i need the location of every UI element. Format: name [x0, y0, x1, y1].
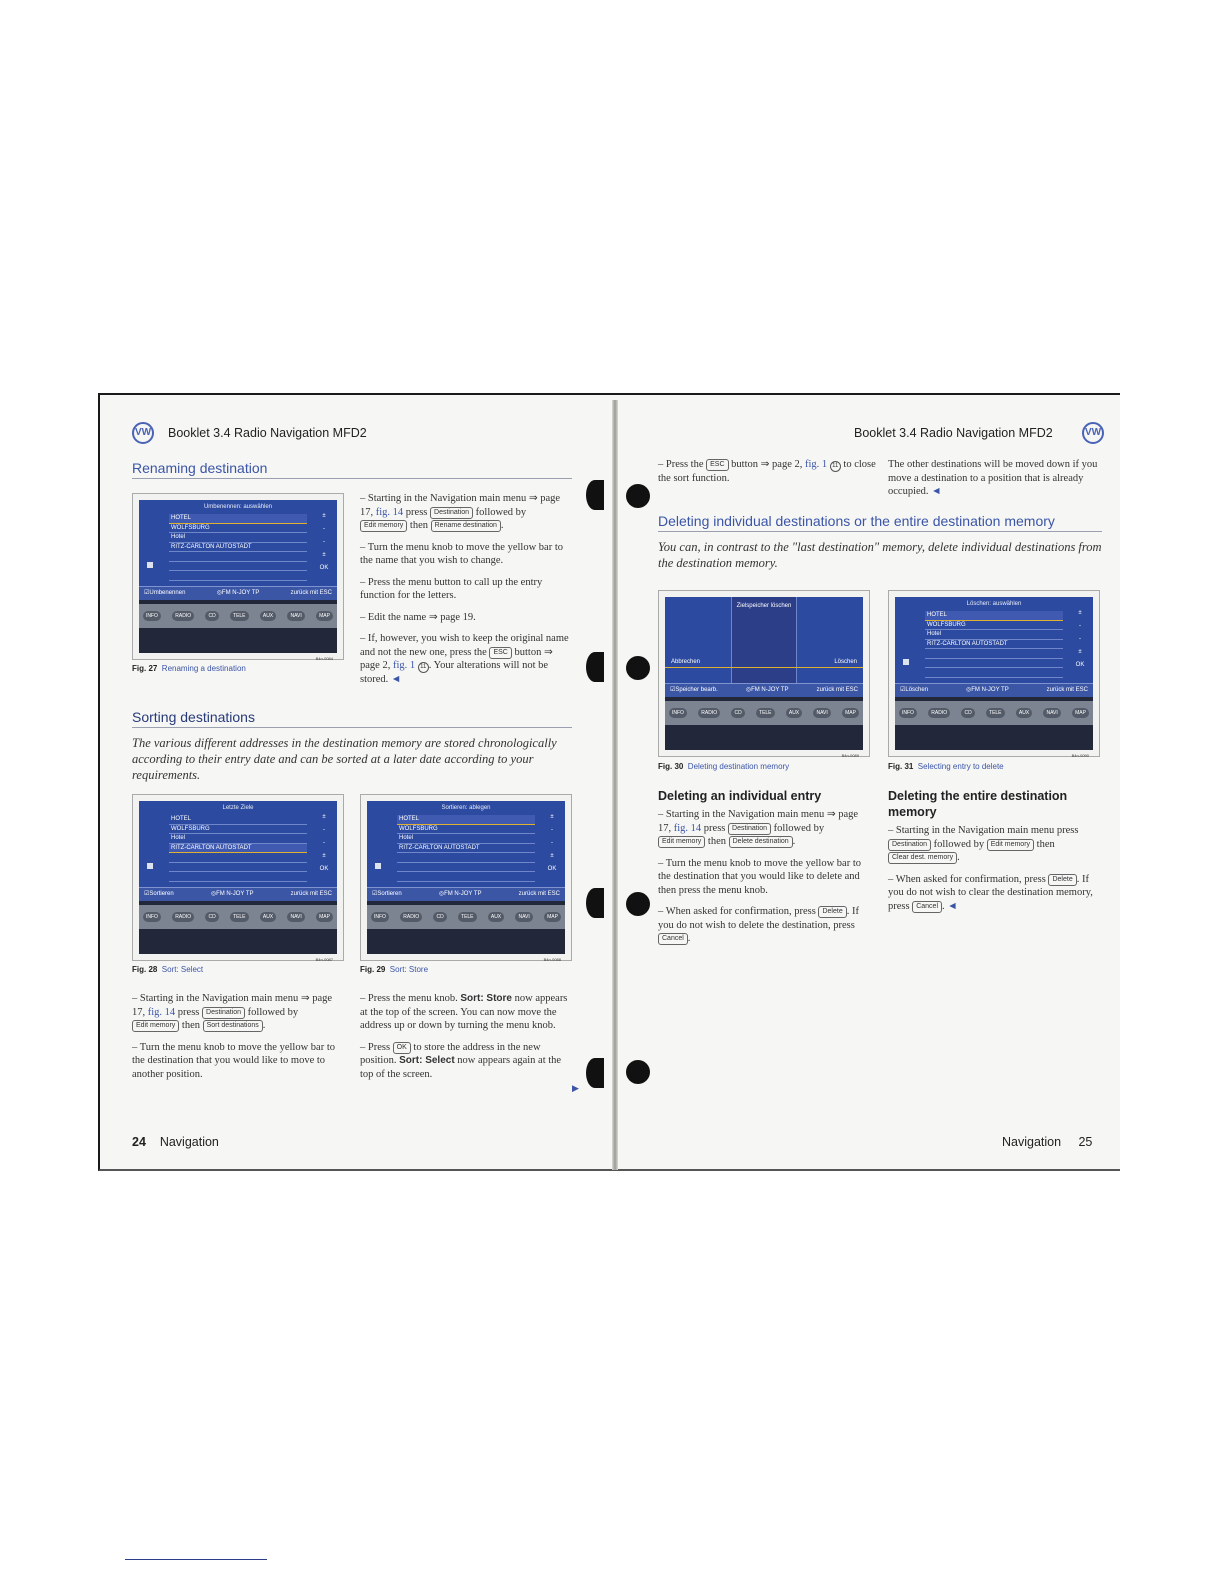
navi-button[interactable]: NAVI [1043, 708, 1060, 718]
side-buttons [545, 811, 559, 876]
info-button[interactable]: INFO [899, 708, 917, 718]
page-footer [1002, 1135, 1092, 1149]
navi-button[interactable]: NAVI [287, 912, 304, 922]
info-button[interactable]: INFO [143, 611, 161, 621]
individual-steps [658, 808, 872, 954]
screen-display [895, 597, 1093, 683]
tele-button[interactable]: TELE [756, 708, 775, 718]
sorting-intro: The various different addresses in the destination memory are stored chronologically according to their entry date and can be sorted at a later date according to your requirements. [132, 736, 557, 782]
map-button[interactable]: MAP [842, 708, 859, 718]
figure-id: B4n-0087 [315, 957, 333, 962]
status-bar [665, 683, 863, 697]
callout-icon: 11 [418, 662, 429, 673]
map-button[interactable]: MAP [316, 611, 333, 621]
hardware-button-bar [367, 905, 565, 929]
scroll-down-button[interactable]: - [551, 840, 553, 846]
key-destination: Destination [728, 823, 771, 835]
list-item[interactable] [169, 562, 307, 572]
key-clear-dest-memory: Clear dest. memory [888, 852, 957, 864]
status-bar [139, 887, 337, 901]
subtitle-entire: Deleting the entire destination memory [888, 789, 1068, 819]
screen-state-label: Sort: Select [399, 1055, 455, 1066]
radio-button[interactable]: RADIO [172, 912, 194, 922]
key-delete: Delete [1048, 874, 1076, 886]
scroll-down-button[interactable]: - [323, 539, 325, 545]
list-item[interactable]: RITZ-CARLTON AUTOSTADT [169, 844, 307, 854]
key-edit-memory: Edit memory [987, 839, 1034, 851]
destination-list [397, 815, 535, 882]
end-marker-icon: ◄ [931, 486, 942, 497]
sort-close-step [658, 458, 876, 494]
screen-display [139, 801, 337, 887]
status-bar [139, 586, 337, 600]
key-edit-memory: Edit memory [132, 1020, 179, 1032]
confirm-dialog [731, 597, 797, 683]
scroll-down-button[interactable]: - [323, 840, 325, 846]
step: – When asked for confirmation, press Delete . If you do not wish to clear the destination memory, press Cancel . ◄ [888, 873, 1093, 912]
figure-caption: Fig. 31 Selecting entry to delete [888, 762, 1004, 771]
list-item[interactable]: Hotel [925, 630, 1063, 640]
dialog-title: Zielspeicher löschen [736, 603, 792, 609]
section-title-deleting: Deleting individual destinations or the entire destination memory [658, 513, 1102, 532]
cd-button[interactable]: CD [205, 912, 218, 922]
ok-button[interactable]: OK [319, 866, 329, 872]
list-item[interactable]: Hotel [397, 834, 535, 844]
list-item[interactable]: HOTEL [397, 815, 535, 825]
list-item[interactable]: Hotel [169, 533, 307, 543]
scroll-up-button[interactable]: - [323, 827, 325, 833]
key-destination: Destination [888, 839, 931, 851]
page-number: 24 [132, 1135, 146, 1149]
vw-logo-icon: VW [1082, 422, 1104, 444]
scan-artifact-line [125, 1559, 267, 1560]
scroll-top-button[interactable]: ± [322, 814, 326, 820]
list-item[interactable] [397, 863, 535, 873]
list-item[interactable] [397, 853, 535, 863]
left-softkey-icon[interactable] [147, 562, 153, 568]
step: – Press OK to store the address in the new position. Sort: Select now appears again at the top of the screen. [360, 1041, 562, 1080]
list-item[interactable] [169, 571, 307, 581]
step: – If, however, you wish to keep the original name and not the new one, press the ESC button ⇒ page 2, fig. 1 11 . Your alterations will not be stored. ◄ [360, 633, 569, 685]
left-softkey-icon[interactable] [903, 659, 909, 665]
figure-31 [888, 590, 1100, 757]
mfd2-screen [139, 500, 337, 661]
scroll-up-button[interactable]: - [551, 827, 553, 833]
list-item[interactable]: RITZ-CARLTON AUTOSTADT [397, 844, 535, 854]
screen-title: Sortieren: ablegen [441, 805, 491, 811]
figure-27 [132, 493, 344, 660]
status-radio: ◎FM N-JOY TP [438, 891, 482, 897]
status-bar [367, 887, 565, 901]
mfd2-screen [367, 801, 565, 962]
sort-note [888, 458, 1102, 507]
left-page [100, 400, 612, 1170]
info-button[interactable]: INFO [371, 912, 389, 922]
list-item[interactable]: WOLFSBURG [169, 524, 307, 534]
step: – When asked for confirmation, press Delete . If you do not wish to delete the destination, press Cancel . [658, 906, 859, 944]
cd-button[interactable]: CD [961, 708, 974, 718]
status-mode: ☑Sortieren [144, 891, 174, 897]
status-mode: ☑Umbenennen [144, 590, 186, 596]
navi-button[interactable]: NAVI [515, 912, 532, 922]
figure-caption: Fig. 27 Renaming a destination [132, 664, 246, 673]
figure-caption: Fig. 28 Sort: Select [132, 965, 204, 974]
list-item[interactable]: WOLFSBURG [925, 621, 1063, 631]
key-esc: ESC [489, 647, 511, 659]
side-buttons [1073, 607, 1087, 672]
list-item[interactable]: RITZ-CARLTON AUTOSTADT [169, 543, 307, 553]
step: – Starting in the Navigation main menu ⇒ page 17, fig. 14 press Destination followed by Edit memory then Sort destinations . [132, 993, 333, 1031]
scroll-bottom-button[interactable]: ± [322, 853, 326, 859]
renaming-steps [360, 492, 574, 695]
footer-label: Navigation [159, 1135, 219, 1149]
hardware-button-bar [895, 701, 1093, 725]
key-ok: OK [393, 1042, 411, 1054]
step: – Starting in the Navigation main menu ⇒ page 17, fig. 14 press Destination followed by Edit memory then Delete destination . [658, 809, 859, 847]
cd-button[interactable]: CD [205, 611, 218, 621]
screen-display [139, 500, 337, 586]
aux-button[interactable]: AUX [260, 912, 276, 922]
map-button[interactable]: MAP [316, 912, 333, 922]
aux-button[interactable]: AUX [1016, 708, 1032, 718]
scroll-top-button[interactable]: ± [1078, 610, 1082, 616]
status-hint: zurück mit ESC [518, 891, 560, 897]
step: – Edit the name ⇒ page 19. [360, 611, 476, 623]
sorting-steps-col1 [132, 992, 344, 1089]
list-item[interactable] [169, 552, 307, 562]
key-delete: Delete [818, 906, 846, 918]
figure-id: B4n-0084 [315, 656, 333, 661]
section-title-renaming: Renaming destination [132, 460, 572, 479]
screen-title: Löschen: auswählen [966, 601, 1022, 607]
list-item[interactable]: HOTEL [169, 815, 307, 825]
status-mode: ☑Löschen [900, 687, 929, 693]
left-softkey-icon[interactable] [375, 863, 381, 869]
footer-label: Navigation [1002, 1135, 1062, 1149]
hardware-button-bar [139, 604, 337, 628]
key-cancel: Cancel [658, 933, 688, 945]
key-esc: ESC [706, 459, 728, 471]
aux-button[interactable]: AUX [260, 611, 276, 621]
fig-link[interactable]: fig. 14 [147, 1006, 176, 1018]
dialog-divider [665, 667, 863, 668]
mfd2-screen [139, 801, 337, 962]
tele-button[interactable]: TELE [230, 912, 249, 922]
page-header: Booklet 3.4 Radio Navigation MFD2 [168, 426, 367, 440]
fig-link[interactable]: fig. 14 [375, 506, 404, 518]
delete-softkey[interactable]: Löschen [834, 659, 857, 665]
end-marker-icon: ◄ [947, 900, 958, 912]
list-item[interactable] [169, 853, 307, 863]
list-item[interactable]: WOLFSBURG [397, 825, 535, 835]
step: – Turn the menu knob to move the yellow bar to the destination that you would like to move to another position. [132, 1041, 335, 1080]
step: – Turn the menu knob to move the yellow bar to the name that you wish to change. [360, 541, 563, 566]
step: – Starting in the Navigation main menu press Destination followed by Edit memory then Clear dest. memory . [888, 825, 1079, 863]
list-item[interactable] [397, 872, 535, 882]
subtitle-individual: Deleting an individual entry [658, 789, 822, 803]
scroll-top-button[interactable]: ± [550, 814, 554, 820]
status-radio: ◎FM N-JOY TP [210, 891, 254, 897]
navi-button[interactable]: NAVI [813, 708, 830, 718]
mfd2-screen [895, 597, 1093, 758]
key-sort-destinations: Sort destinations [203, 1020, 263, 1032]
status-radio: ◎FM N-JOY TP [216, 590, 260, 596]
page-number: 25 [1078, 1135, 1093, 1149]
tele-button[interactable]: TELE [986, 708, 1005, 718]
mfd2-screen [665, 597, 863, 758]
sorting-steps-col2 [360, 992, 572, 1089]
list-item[interactable]: Hotel [169, 834, 307, 844]
key-destination: Destination [202, 1007, 245, 1019]
key-edit-memory: Edit memory [360, 520, 407, 532]
list-item[interactable] [925, 649, 1063, 659]
status-hint: zurück mit ESC [290, 590, 332, 596]
list-item[interactable] [169, 872, 307, 882]
status-mode: ☑Sortieren [372, 891, 402, 897]
callout-icon: 11 [830, 461, 841, 472]
ok-button[interactable]: OK [547, 866, 557, 872]
list-item[interactable] [925, 659, 1063, 669]
left-softkey-icon[interactable] [147, 863, 153, 869]
radio-button[interactable]: RADIO [172, 611, 194, 621]
list-item[interactable]: HOTEL [169, 514, 307, 524]
status-hint: zurück mit ESC [1046, 687, 1088, 693]
screen-display [367, 801, 565, 887]
list-item[interactable]: WOLFSBURG [169, 825, 307, 835]
cd-button[interactable]: CD [433, 912, 446, 922]
entire-steps [888, 824, 1102, 921]
side-buttons [317, 811, 331, 876]
status-hint: zurück mit ESC [290, 891, 332, 897]
figure-28 [132, 794, 344, 961]
key-destination: Destination [430, 507, 473, 519]
vw-logo-icon: VW [132, 422, 154, 444]
tele-button[interactable]: TELE [230, 611, 249, 621]
scroll-up-button[interactable]: - [1079, 623, 1081, 629]
tele-button[interactable]: TELE [458, 912, 477, 922]
aux-button[interactable]: AUX [488, 912, 504, 922]
scroll-bottom-button[interactable]: ± [322, 552, 326, 558]
deleting-intro: You can, in contrast to the "last destination" memory, delete individual destinations from the destination memory. [658, 540, 1102, 570]
step: – Press the menu knob. Sort: Store now appears at the top of the screen. You can now move the address up or down by turning the menu knob. [360, 993, 568, 1031]
status-bar [895, 683, 1093, 697]
ok-button[interactable]: OK [319, 565, 329, 571]
status-mode: ☑Speicher bearb. [670, 687, 718, 693]
radio-button[interactable]: RADIO [928, 708, 950, 718]
screen-display [665, 597, 863, 683]
destination-list [169, 514, 307, 581]
destination-list [925, 611, 1063, 678]
status-hint: zurück mit ESC [816, 687, 858, 693]
list-item[interactable]: HOTEL [925, 611, 1063, 621]
fig-link[interactable]: fig. 14 [673, 822, 702, 834]
fig-link[interactable]: fig. 1 [392, 660, 416, 671]
screen-title: Letzte Ziele [222, 805, 254, 811]
figure-caption: Fig. 30 Deleting destination memory [658, 762, 790, 771]
step: – Starting in the Navigation main menu ⇒ page 17, fig. 14 press Destination followed by Edit memory then Rename destination . [360, 493, 561, 531]
key-delete-destination: Delete destination [729, 836, 793, 848]
hardware-button-bar [139, 905, 337, 929]
status-radio: ◎FM N-JOY TP [966, 687, 1009, 693]
figure-30 [658, 590, 870, 757]
destination-list [169, 815, 307, 882]
scroll-bottom-button[interactable]: ± [550, 853, 554, 859]
figure-29 [360, 794, 572, 961]
figure-id: B4n-0088 [543, 957, 561, 962]
screen-state-label: Sort: Store [460, 993, 512, 1004]
hardware-button-bar [665, 701, 863, 725]
figure-id: B4n-0089 [841, 753, 859, 758]
navi-button[interactable]: NAVI [287, 611, 304, 621]
step: – Press the ESC button ⇒ page 2, fig. 1 11 to close the sort function. [658, 459, 876, 484]
figure-caption: Fig. 29 Sort: Store [360, 965, 429, 974]
step: – Press the menu button to call up the entry function for the letters. [360, 576, 543, 601]
scroll-up-button[interactable]: - [323, 526, 325, 532]
right-page [618, 400, 1120, 1170]
key-cancel: Cancel [912, 901, 942, 913]
info-button[interactable]: INFO [143, 912, 161, 922]
side-buttons [317, 510, 331, 575]
map-button[interactable]: MAP [1072, 708, 1089, 718]
scroll-top-button[interactable]: ± [322, 513, 326, 519]
info-button[interactable]: INFO [669, 708, 687, 718]
key-edit-memory: Edit memory [658, 836, 705, 848]
fig-link[interactable]: fig. 1 [804, 459, 828, 470]
cd-button[interactable]: CD [731, 708, 744, 718]
radio-button[interactable]: RADIO [400, 912, 422, 922]
scroll-bottom-button[interactable]: ± [1078, 649, 1082, 655]
cancel-softkey[interactable]: Abbrechen [671, 659, 701, 665]
end-marker-icon: ◄ [390, 674, 402, 685]
status-radio: ◎FM N-JOY TP [745, 687, 789, 693]
key-rename-destination: Rename destination [431, 520, 501, 532]
radio-button[interactable]: RADIO [698, 708, 720, 718]
page-header: Booklet 3.4 Radio Navigation MFD2 [854, 426, 1053, 440]
step: – Turn the menu knob to move the yellow bar to the destination that you would like to delete and then press the menu knob. [658, 857, 861, 896]
screen-title: Umbenennen: auswählen [203, 504, 273, 510]
figure-id: B4n-0090 [1071, 753, 1089, 758]
note: The other destinations will be moved down if you move a destination to a position that is already occupied. ◄ [888, 459, 1098, 497]
scroll-down-button[interactable]: - [1079, 636, 1081, 642]
list-item[interactable] [169, 863, 307, 873]
page-footer [132, 1135, 219, 1149]
continue-marker-icon: ▶ [572, 1083, 579, 1093]
list-item[interactable]: RITZ-CARLTON AUTOSTADT [925, 640, 1063, 650]
aux-button[interactable]: AUX [786, 708, 802, 718]
map-button[interactable]: MAP [544, 912, 561, 922]
list-item[interactable] [925, 668, 1063, 678]
section-title-sorting: Sorting destinations [132, 709, 572, 728]
ok-button[interactable]: OK [1075, 662, 1085, 668]
